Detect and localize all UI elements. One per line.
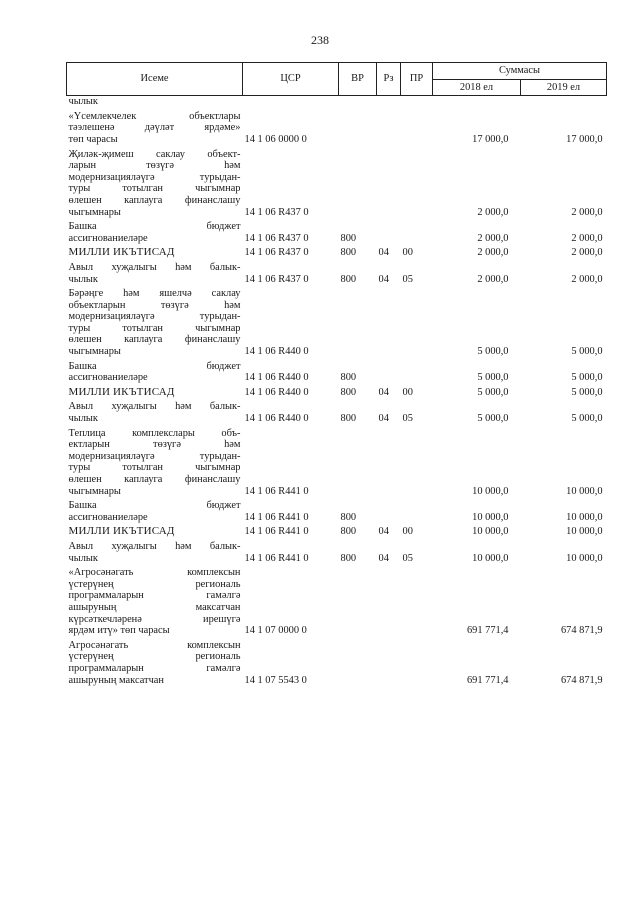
row-sum-2019: 10 000,0	[566, 511, 603, 523]
row-sum-2018: 5 000,0	[477, 413, 509, 425]
table-header	[67, 63, 607, 96]
row-name-line: модернизацияләүгә турыдан-	[68, 311, 241, 323]
row-name-line: модернизацияләүгә турыдан-	[68, 450, 241, 462]
table-row	[67, 637, 607, 686]
table-row	[67, 538, 607, 564]
header-year-2019: 2019 ел	[521, 79, 607, 96]
row-name-line: төп чарасы	[68, 133, 118, 145]
row-name-line: Бәрәңге һәм яшелчә саклау	[68, 288, 241, 300]
row-rz	[377, 96, 401, 108]
row-name-line: ектларын төзүгә һәм	[68, 439, 241, 451]
row-sum-2018: 10 000,0	[472, 526, 509, 538]
row-name-line: туры тотылган чыгымнар	[68, 462, 241, 474]
row-vr: 800	[340, 413, 357, 425]
row-csr: 14 1 07 5543 0	[244, 674, 307, 686]
row-rz	[377, 425, 401, 498]
row-name-line: МИЛЛИ ИКЪТИСАД	[68, 246, 175, 259]
row-csr: 14 1 06 R440 0	[244, 413, 309, 425]
table-row	[67, 497, 607, 523]
row-name	[67, 259, 243, 285]
row-name-line: Авыл хуҗалыгы һәм балык-	[68, 261, 241, 273]
row-rz: 04	[378, 552, 389, 564]
row-pr: 00	[402, 526, 413, 538]
row-vr	[339, 108, 377, 146]
row-csr: 14 1 06 R437 0	[244, 232, 309, 244]
row-name-line: чылык	[68, 413, 98, 425]
table-row	[67, 285, 607, 358]
row-name	[67, 108, 243, 146]
row-sum-2019: 10 000,0	[566, 552, 603, 564]
row-sum-2018: 5 000,0	[477, 346, 509, 358]
row-name	[67, 425, 243, 498]
row-csr	[243, 96, 339, 108]
header-pr: ПР	[401, 63, 433, 96]
row-csr: 14 1 06 R437 0	[244, 273, 309, 285]
row-name-line: күрсәткечләренә ирешүгә	[68, 613, 241, 625]
row-pr	[401, 358, 433, 384]
table-row	[67, 218, 607, 244]
row-sum-2019	[521, 96, 607, 108]
row-name-line: тәэлешенә дәүләт ярдәме»	[68, 122, 241, 134]
row-name-line: өлешен каплауга финанслашу	[68, 334, 241, 346]
row-sum-2019: 674 871,9	[560, 625, 603, 637]
row-name-line: үстерүнең региональ	[68, 578, 241, 590]
row-rz	[377, 358, 401, 384]
row-name-line: туры тотылган чыгымнар	[68, 322, 241, 334]
row-name	[67, 358, 243, 384]
row-sum-2019: 17 000,0	[566, 133, 603, 145]
row-name-line: үстерүнең региональ	[68, 651, 241, 663]
row-sum-2019: 5 000,0	[571, 346, 603, 358]
row-name-line: чыгымнары	[68, 346, 121, 358]
row-rz	[377, 564, 401, 637]
header-year-2018: 2018 ел	[433, 79, 521, 96]
row-csr: 14 1 06 R441 0	[244, 552, 309, 564]
row-csr: 14 1 06 R440 0	[244, 386, 309, 398]
row-sum-2019: 674 871,9	[560, 674, 603, 686]
row-pr	[401, 564, 433, 637]
row-name-line: Башка бюджет	[68, 500, 241, 512]
row-name-line: чыгымнары	[68, 485, 121, 497]
row-name-line: ассигнованиеләре	[68, 232, 148, 244]
table-row	[67, 523, 607, 538]
row-rz: 04	[378, 273, 389, 285]
row-name	[67, 218, 243, 244]
row-name-line: Теплица комплекслары объ-	[68, 427, 241, 439]
row-sum-2018: 5 000,0	[477, 386, 509, 398]
row-sum-2019: 2 000,0	[571, 206, 603, 218]
row-sum-2018	[433, 96, 521, 108]
row-name-line: Авыл хуҗалыгы һәм балык-	[68, 401, 241, 413]
header-vr: ВР	[339, 63, 377, 96]
row-vr	[339, 564, 377, 637]
row-pr	[401, 108, 433, 146]
row-name	[67, 96, 243, 108]
row-csr: 14 1 06 R440 0	[244, 346, 309, 358]
row-name	[67, 244, 243, 259]
row-rz	[377, 146, 401, 219]
row-name-line: ашыруның максатчан	[68, 674, 164, 686]
row-pr	[401, 96, 433, 108]
row-pr: 00	[402, 386, 413, 398]
row-rz: 04	[378, 413, 389, 425]
page-number: 238	[311, 33, 329, 47]
table-row	[67, 259, 607, 285]
row-name-line: ассигнованиеләре	[68, 511, 148, 523]
row-rz	[377, 285, 401, 358]
row-sum-2019: 2 000,0	[571, 273, 603, 285]
row-vr	[339, 425, 377, 498]
row-sum-2018: 17 000,0	[472, 133, 509, 145]
row-name-line: ярдәм итү» төп чарасы	[68, 625, 170, 637]
row-name-line: чылык	[68, 96, 98, 108]
row-name-line: модернизацияләүгә турыдан-	[68, 171, 241, 183]
table-row	[67, 384, 607, 399]
row-name-line: туры тотылган чыгымнар	[68, 183, 241, 195]
row-pr: 05	[402, 413, 413, 425]
row-pr: 00	[402, 247, 413, 259]
row-sum-2019: 5 000,0	[571, 386, 603, 398]
row-vr: 800	[340, 386, 357, 398]
row-csr: 14 1 06 R441 0	[244, 526, 309, 538]
row-vr: 800	[340, 372, 357, 384]
row-name-line: Агросәнәгать комплексын	[68, 639, 241, 651]
row-vr: 800	[340, 273, 357, 285]
row-sum-2018: 691 771,4	[466, 674, 509, 686]
row-name-line: объектларын төзүгә һәм	[68, 299, 241, 311]
row-name-line: «Үсемлекчелек объектлары	[68, 110, 241, 122]
row-rz	[377, 108, 401, 146]
table-body	[67, 96, 607, 686]
row-name	[67, 523, 243, 538]
row-name-line: ларын төзүгә һәм	[68, 160, 241, 172]
row-name-line: чылык	[68, 273, 98, 285]
row-sum-2018: 2 000,0	[477, 206, 509, 218]
row-csr: 14 1 07 0000 0	[244, 625, 307, 637]
row-sum-2019: 10 000,0	[566, 485, 603, 497]
row-rz	[377, 218, 401, 244]
row-name-line: Авыл хуҗалыгы һәм балык-	[68, 540, 241, 552]
row-name-line: МИЛЛИ ИКЪТИСАД	[68, 385, 175, 398]
table-row	[67, 564, 607, 637]
header-sums: Суммасы	[433, 63, 607, 80]
row-sum-2018: 10 000,0	[472, 511, 509, 523]
row-name	[67, 146, 243, 219]
row-name-line: ашыруның максатчан	[68, 601, 241, 613]
row-sum-2018: 10 000,0	[472, 552, 509, 564]
row-sum-2019: 2 000,0	[571, 247, 603, 259]
header-rz: Рз	[377, 63, 401, 96]
row-name-line: «Агросәнәгать комплексын	[68, 567, 241, 579]
row-sum-2018: 5 000,0	[477, 372, 509, 384]
row-name-line: Башка бюджет	[68, 360, 241, 372]
row-name	[67, 398, 243, 424]
row-sum-2019: 5 000,0	[571, 372, 603, 384]
row-name-line: ассигнованиеләре	[68, 372, 148, 384]
table-row	[67, 96, 607, 108]
table-row	[67, 398, 607, 424]
row-rz	[377, 637, 401, 686]
row-rz: 04	[378, 247, 389, 259]
row-sum-2019: 5 000,0	[571, 413, 603, 425]
row-pr	[401, 146, 433, 219]
row-name	[67, 564, 243, 637]
row-vr: 800	[340, 526, 357, 538]
row-rz: 04	[378, 526, 389, 538]
row-sum-2018: 691 771,4	[466, 625, 509, 637]
table-row	[67, 108, 607, 146]
row-name-line: программаларын гамәлгә	[68, 662, 241, 674]
row-pr: 05	[402, 273, 413, 285]
row-pr	[401, 425, 433, 498]
row-csr: 14 1 06 0000 0	[244, 133, 307, 145]
row-name	[67, 637, 243, 686]
row-sum-2018: 2 000,0	[477, 247, 509, 259]
row-pr: 05	[402, 552, 413, 564]
row-sum-2019: 2 000,0	[571, 232, 603, 244]
row-sum-2018: 10 000,0	[472, 485, 509, 497]
row-name-line: чылык	[68, 552, 98, 564]
row-rz: 04	[378, 386, 389, 398]
row-name-line: чыгымнары	[68, 206, 121, 218]
row-name	[67, 384, 243, 399]
row-csr: 14 1 06 R440 0	[244, 372, 309, 384]
row-rz	[377, 497, 401, 523]
row-pr	[401, 218, 433, 244]
row-csr: 14 1 06 R441 0	[244, 485, 309, 497]
row-vr	[339, 96, 377, 108]
row-sum-2018: 2 000,0	[477, 273, 509, 285]
row-name-line: өлешен каплауга финанслашу	[68, 194, 241, 206]
budget-table	[66, 62, 607, 686]
row-pr	[401, 285, 433, 358]
row-sum-2019: 10 000,0	[566, 526, 603, 538]
table-row	[67, 146, 607, 219]
header-name: Исеме	[67, 63, 243, 96]
row-vr	[339, 637, 377, 686]
row-vr: 800	[340, 232, 357, 244]
row-vr: 800	[340, 247, 357, 259]
row-name	[67, 538, 243, 564]
row-vr: 800	[340, 552, 357, 564]
row-name-line: өлешен каплауга финанслашу	[68, 474, 241, 485]
header-csr: ЦСР	[243, 63, 339, 96]
row-name-line: МИЛЛИ ИКЪТИСАД	[68, 525, 175, 538]
row-name-line: программаларын гамәлгә	[68, 590, 241, 602]
row-vr	[339, 285, 377, 358]
row-pr	[401, 637, 433, 686]
table-row	[67, 358, 607, 384]
row-name-line: Башка бюджет	[68, 221, 241, 233]
table-row	[67, 425, 607, 498]
row-vr: 800	[340, 511, 357, 523]
row-vr	[339, 146, 377, 219]
row-name	[67, 285, 243, 358]
row-csr: 14 1 06 R437 0	[244, 206, 309, 218]
row-csr: 14 1 06 R437 0	[244, 247, 309, 259]
row-pr	[401, 497, 433, 523]
row-sum-2018: 2 000,0	[477, 232, 509, 244]
row-name	[67, 497, 243, 523]
row-name-line: Җиләк-җимеш саклау объект-	[68, 148, 241, 160]
row-csr: 14 1 06 R441 0	[244, 511, 309, 523]
table-row	[67, 244, 607, 259]
